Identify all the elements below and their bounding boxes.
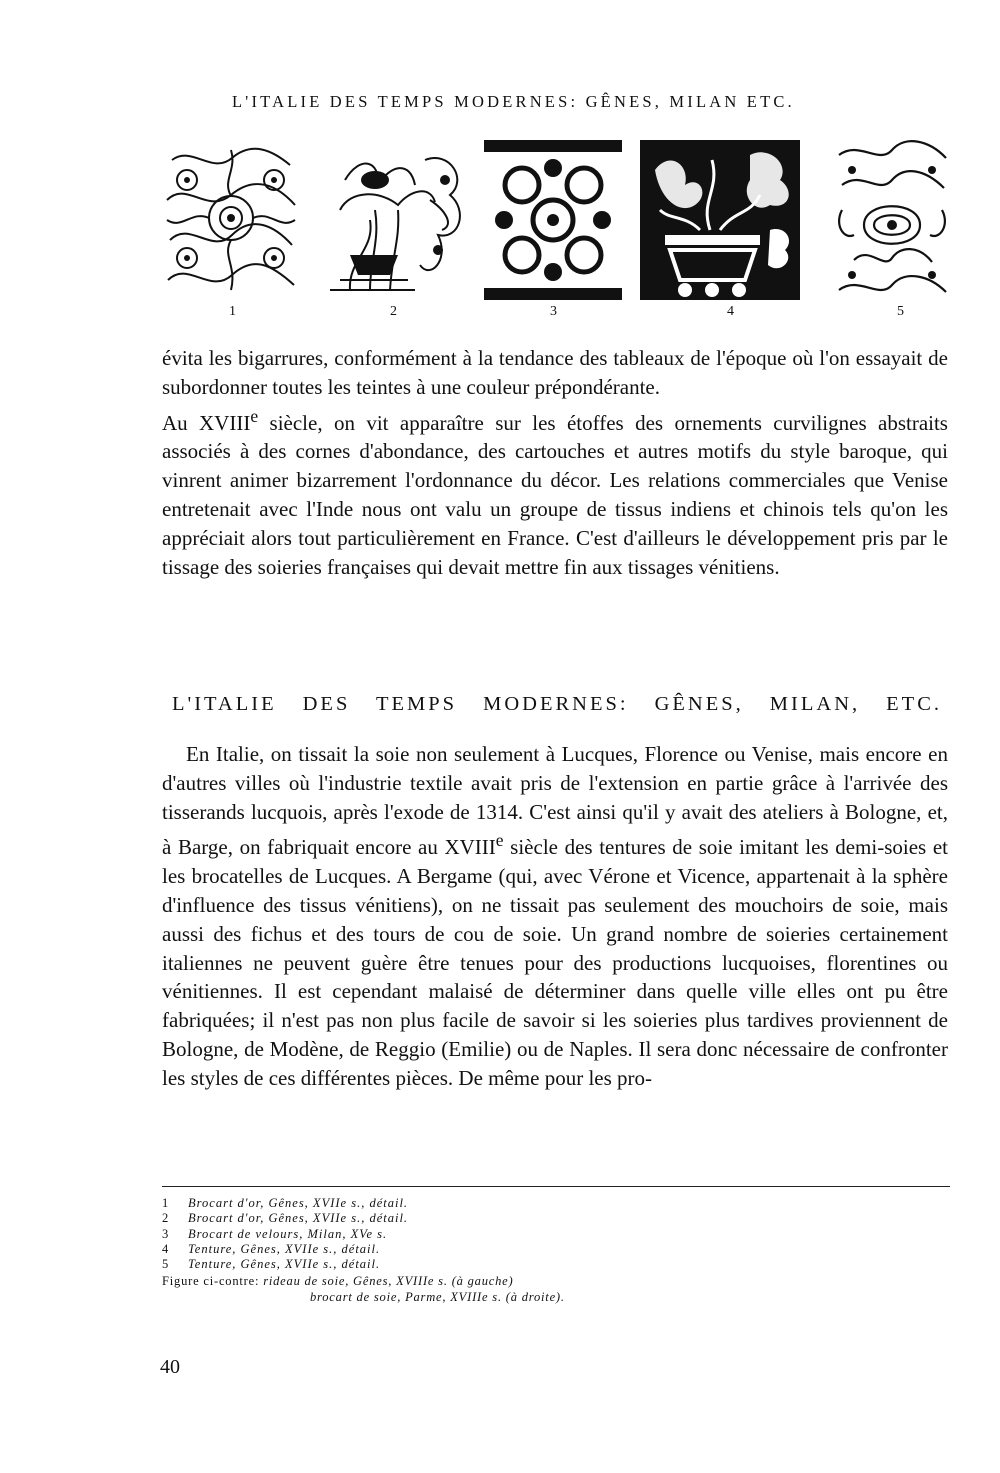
paragraph-2-lead: Au XVIII — [162, 410, 251, 435]
caption-text: Tenture, Gênes, XVIIe s., détail. — [188, 1241, 381, 1256]
caption-text: Brocart d'or, Gênes, XVIIe s., détail. — [188, 1211, 409, 1226]
plate-number-2: 2 — [390, 304, 397, 319]
paragraph-2-rest: siècle, on vit apparaître sur les étoffes des ornements curvilignes abstraits associés à des cornes d'abondance, des cartouches et autres motifs du style baroque, qui vinrent animer bizarrement l'ordonnance du décor. Les relations commerciales que Venise entretenait avec l'Inde nous ont valu un groupe de tissus indiens et chinois tels qu'on les appréciait alors tout particulièrement en France. C'est d'ailleurs le développement pris par le tissage des soieries françaises qui devait mettre fin aux tissages vénitiens. — [162, 410, 948, 579]
caption-text: Brocart de velours, Milan, XVe s. — [188, 1226, 388, 1241]
caption-1 — [162, 1196, 950, 1211]
floral-brocade-pattern-icon — [162, 140, 300, 300]
caption-num: 1 — [162, 1196, 170, 1210]
plate-number-3: 3 — [550, 304, 557, 319]
paragraph-3-sup: e — [495, 830, 504, 851]
paragraph-3-rest: siècle des tentures de soie imitant les demi-soies et les brocatelles de Lucques. A Bergame (qui, avec Vérone et Vicence, appartenait à la sphère d'influence des tissus vénitiens), on ne tissait pas seulement des mouchoirs de soie, mais aussi des fichus et des tours de cou de soie. Un grand nombre de soieries certainement italiennes ne peuvent guère être tenues pour des productions lucquoises, florentines ou vénitiennes. Il est cependant malaisé de déterminer dans quelle ville elles ont pu être fabriquées; il n'est pas non plus facile de savoir si les soieries plus tardives proviennent de Bologne, de Modène, de Reggio (Emilie) ou de Naples. Il sera donc nécessaire de confronter les styles de ces différentes pièces. De même pour les pro- — [162, 835, 948, 1090]
paragraph-2-sup: e — [250, 405, 259, 426]
caption-num: 2 — [162, 1211, 170, 1226]
plate-number-1: 1 — [229, 304, 236, 319]
upper-text-block — [162, 344, 948, 581]
paragraph-1: évita les bigarrures, conformément à la tendance des tableaux de l'époque où l'on essayait de subordonner toutes les teintes à une couleur prépondérante. — [162, 346, 948, 399]
page-number: 40 — [160, 1356, 180, 1378]
caption-3 — [162, 1227, 950, 1242]
caption-2 — [162, 1211, 950, 1226]
caption-num: 3 — [162, 1226, 170, 1241]
paragraph-3 — [162, 740, 948, 1093]
caption-text: Brocart d'or, Gênes, XVIIe s., détail. — [188, 1196, 409, 1210]
vase-flower-brocade-pattern-icon — [320, 140, 472, 300]
caption-num: 4 — [162, 1241, 170, 1256]
figure-caption-line1: rideau de soie, Gênes, XVIIIe s. (à gauche) — [263, 1274, 514, 1289]
figure-caption-line2: brocart de soie, Parme, XVIIIe s. (à droite). — [310, 1289, 565, 1304]
dark-vase-hanging-pattern-icon — [640, 140, 800, 300]
plates-row — [162, 140, 950, 300]
caption-5 — [162, 1257, 950, 1272]
section-title: L'ITALIE DES TEMPS MODERNES: GÊNES, MILAN, ETC. — [172, 693, 942, 715]
captions-block — [162, 1196, 950, 1305]
figure-caption-lead: Figure ci-contre: — [162, 1274, 264, 1289]
dense-floral-hanging-pattern-icon — [834, 140, 950, 300]
footnote-rule — [162, 1186, 950, 1187]
caption-num: 5 — [162, 1257, 170, 1272]
caption-4 — [162, 1242, 950, 1257]
caption-text: Tenture, Gênes, XVIIe s., détail. — [188, 1257, 381, 1272]
quatrefoil-velvet-pattern-icon — [484, 140, 622, 300]
paragraph-2 — [162, 402, 948, 582]
plate-number-5: 5 — [897, 304, 904, 319]
lower-text-block — [162, 740, 948, 1093]
paragraph-3-lead: En Italie, on tissait la soie non seulement à Lucques, Florence ou Venise, mais encore en d'autres villes où l'industrie textile avait pris de l'extension en partie grâce à l'arrivée des tisserands lucquois, après l'exode de 1314. C'est ainsi qu'il y avait des ateliers à Bologne, et, à Barge, on fabriquait encore au XVIII — [162, 742, 948, 860]
figure-caption — [162, 1274, 950, 1289]
plate-number-4: 4 — [727, 304, 734, 319]
running-head: L'ITALIE DES TEMPS MODERNES: GÊNES, MILAN ETC. — [232, 92, 795, 111]
